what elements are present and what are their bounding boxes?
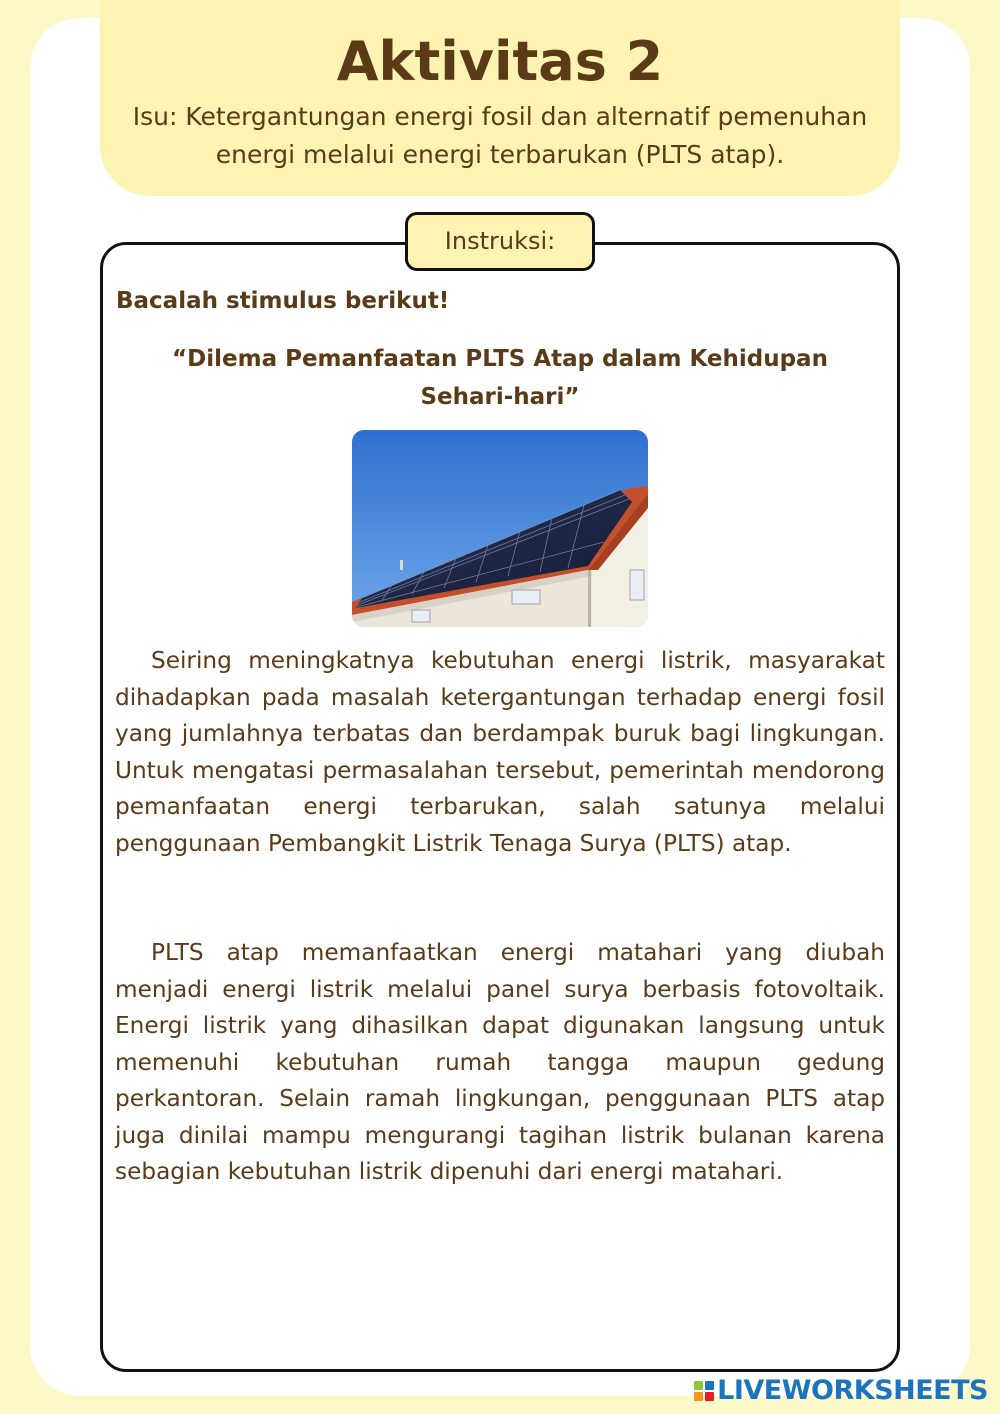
solar-roof-photo [352,430,648,627]
lead-text: Bacalah stimulus berikut! [116,288,450,314]
page-title: Aktivitas 2 [336,30,664,93]
logo-text: LIVEWORKSHEETS [717,1375,988,1406]
liveworksheets-logo[interactable] [694,1375,988,1406]
instruction-tab: Instruksi: [405,212,595,271]
header-banner [100,0,900,196]
paragraph-1: Seiring meningkatnya kebutuhan energi listrik, masyarakat dihadapkan pada masalah ketergantungan terhadap energi fosil yang jumlahnya terbatas dan berdampak buruk bagi lingkungan. Untuk mengatasi permasalahan tersebut, pemerintah mendorong pemanfaatan energi terbarukan, salah satunya melalui penggunaan Pembangkit Listrik Tenaga Surya (PLTS) atap. [115,647,885,857]
logo-grid-icon [694,1381,714,1401]
paragraph-2: PLTS atap memanfaatkan energi matahari yang diubah menjadi energi listrik melalui panel surya berbasis fotovoltaik. Energi listrik yang dihasilkan dapat digunakan langsung untuk memenuhi kebutuhan rumah tangga maupun gedung perkantoran. Selain ramah lingkungan, penggunaan PLTS atap juga dinilai mampu mengurangi tagihan listrik bulanan karena sebagian kebutuhan listrik dipenuhi dari energi matahari. [115,939,885,1185]
issue-subtitle: Isu: Ketergantungan energi fosil dan alternatif pemenuhan energi melalui energi terbarukan (PLTS atap). [132,102,868,169]
story-title: “Dilema Pemanfaatan PLTS Atap dalam Kehidupan Sehari-hari” [172,346,828,410]
